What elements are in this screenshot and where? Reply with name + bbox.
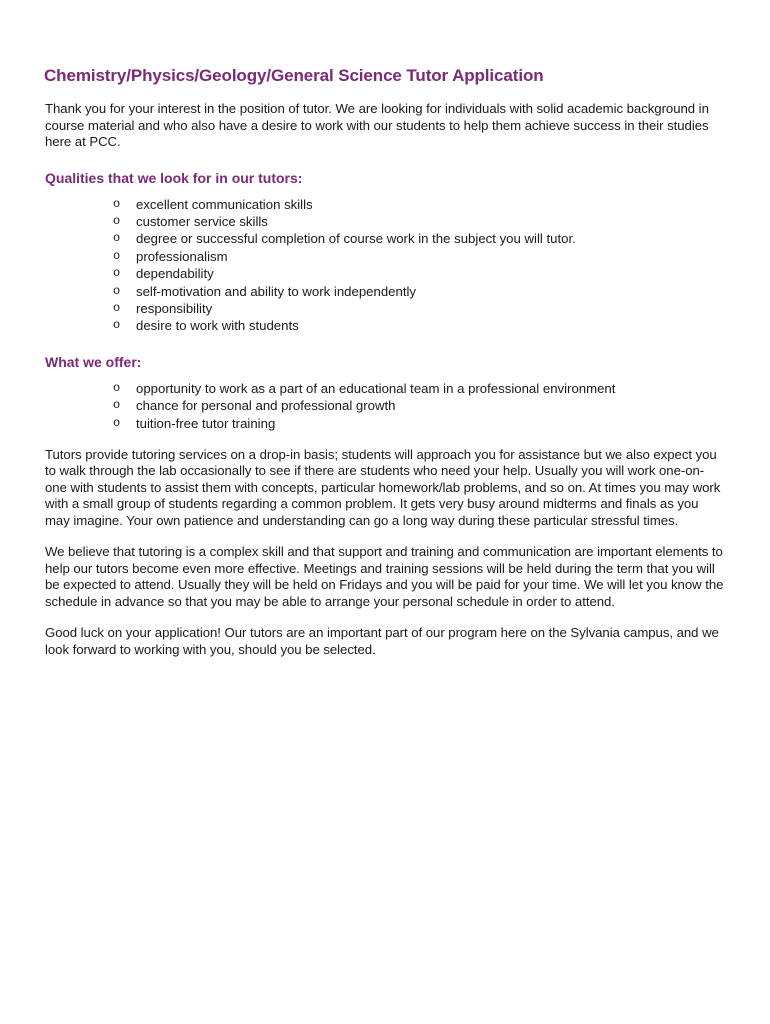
bullet-marker-icon: o: [113, 231, 121, 246]
qualities-list: [45, 196, 725, 335]
document-title: Chemistry/Physics/Geology/General Science Tutor Application: [44, 66, 544, 85]
intro-paragraph: Thank you for your interest in the position of tutor. We are looking for individuals with solid academic background in course material and who also have a desire to work with our students to help them achieve success in their studies here at PCC.: [45, 101, 709, 149]
bullet-marker-icon: o: [113, 300, 121, 315]
list-item: o tuition-free tutor training: [113, 415, 276, 431]
list-item: o degree or successful completion of course work in the subject you will tutor.: [113, 231, 576, 247]
tutoring-services-paragraph: Tutors provide tutoring services on a drop-in basis; students will approach you for assistance but we also expect you to walk through the lab occasionally to see if there are students who need your help. Usually you will work one-on-one with students to assist them with concepts, particular homework/lab problems, and so on. At times you may work with a small group of students regarding a common problem. It gets very busy around midterms and finals as you may imagine. Your own patience and understanding can go a long way during these particular stressful times.: [45, 446, 721, 528]
list-item: o excellent communication skills: [113, 196, 313, 212]
qualities-heading: Qualities that we look for in our tutors:: [45, 169, 303, 186]
bullet-marker-icon: o: [113, 380, 121, 395]
bullet-marker-icon: o: [113, 196, 121, 211]
list-item: o chance for personal and professional growth: [113, 398, 396, 414]
bullet-marker-icon: o: [113, 318, 121, 333]
bullet-marker-icon: o: [113, 415, 121, 430]
training-paragraph: We believe that tutoring is a complex skill and that support and training and communication are important elements to help our tutors become even more effective. Meetings and training sessions will be held during the term that you will be expected to attend. Usually they will be held on Fridays and you will be paid for your time. We will let you know the schedule in advance so that you may be able to arrange your personal schedule in order to attend.: [45, 544, 724, 609]
list-item: o desire to work with students: [113, 318, 299, 334]
bullet-marker-icon: o: [113, 213, 121, 228]
bullet-marker-icon: o: [113, 266, 121, 281]
list-item: o opportunity to work as a part of an educational team in a professional environment: [113, 380, 616, 396]
list-item: o responsibility: [113, 300, 213, 316]
list-item: o professionalism: [113, 248, 228, 264]
closing-paragraph: Good luck on your application! Our tutors are an important part of our program here on the Sylvania campus, and we look forward to working with you, should you be selected.: [45, 625, 719, 657]
list-item: o customer service skills: [113, 213, 268, 229]
list-item: o self-motivation and ability to work independently: [113, 283, 417, 299]
bullet-marker-icon: o: [113, 283, 121, 298]
offer-heading: What we offer:: [45, 353, 142, 370]
document-page: [45, 66, 725, 658]
offer-list: [45, 380, 725, 432]
bullet-marker-icon: o: [113, 398, 121, 413]
list-item: o dependability: [113, 266, 214, 282]
bullet-marker-icon: o: [113, 248, 121, 263]
